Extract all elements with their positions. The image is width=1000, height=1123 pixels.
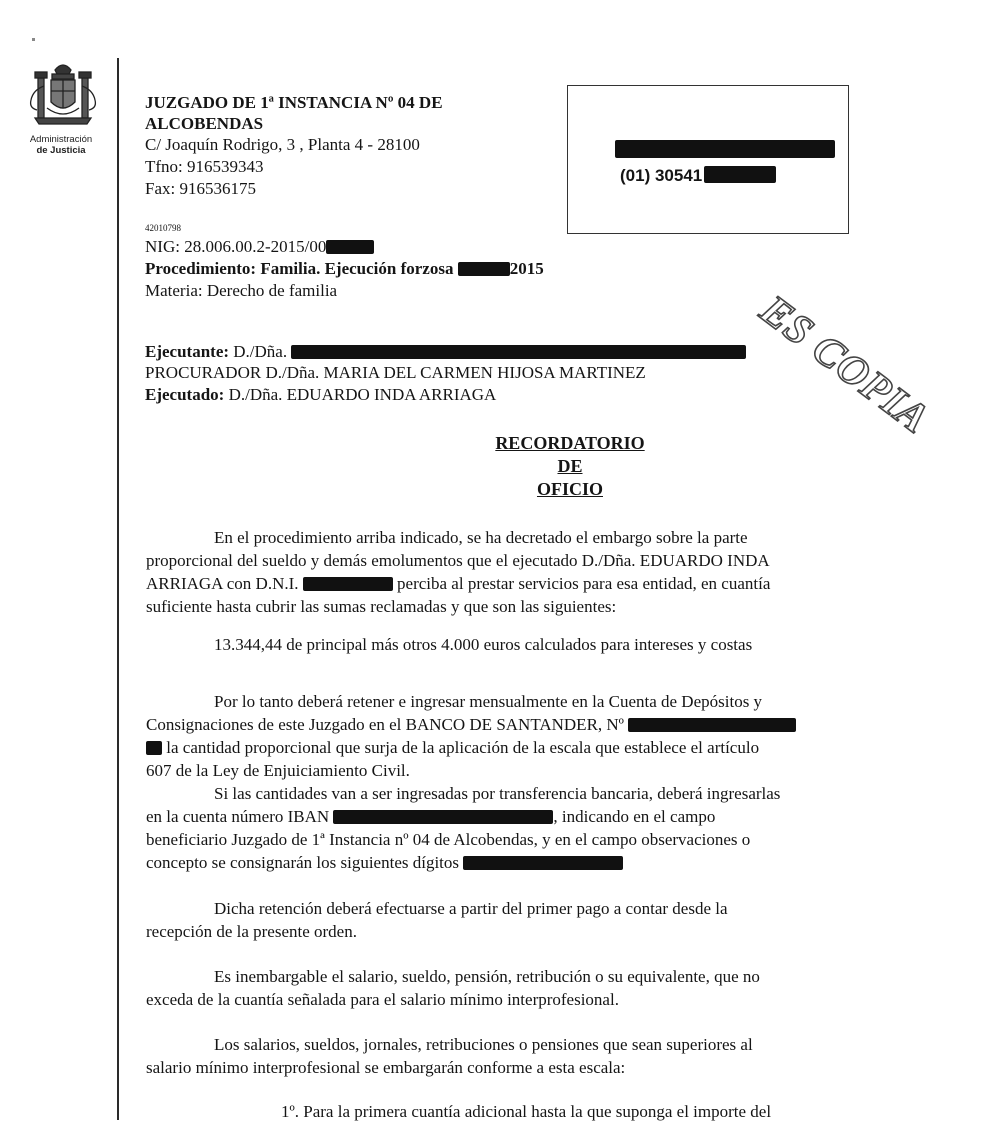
court-name-line2: ALCOBENDAS <box>145 114 264 133</box>
copy-stamp: ES COPIA <box>751 286 938 443</box>
text-line: beneficiario Juzgado de 1ª Instancia nº 04 de Alcobendas, y en el campo observaciones o <box>146 830 751 849</box>
scan-speck <box>32 38 35 41</box>
court-fax: Fax: 916536175 <box>145 179 256 198</box>
doc-title-line3: OFICIO <box>536 479 603 499</box>
redaction-bar <box>326 240 374 254</box>
redaction-bar <box>303 577 393 591</box>
text-line: Por lo tanto deberá retener e ingresar mensualmente en la Cuenta de Depósitos y <box>214 692 763 711</box>
paragraph-start <box>146 897 858 943</box>
paragraph-retention <box>146 690 858 782</box>
text-line: 607 de la Ley de Enjuiciamiento Civil. <box>146 761 410 780</box>
text-line: salario mínimo interprofesional se embargarán conforme a esta escala: <box>146 1058 626 1077</box>
executing-label: Ejecutante: <box>145 342 230 361</box>
procedure-label: Procedimiento: Familia. Ejecución forzosa <box>145 259 454 278</box>
redaction-bar <box>333 810 553 824</box>
redaction-bar <box>704 166 776 183</box>
text-line: suficiente hasta cubrir las sumas reclamadas y que son las siguientes: <box>146 597 617 616</box>
emblem-caption: Administración de Justicia <box>29 134 93 156</box>
court-phone: Tfno: 916539343 <box>145 157 264 176</box>
redaction-bar <box>146 741 162 755</box>
executing-value: D./Dña. <box>233 342 288 361</box>
court-address: C/ Joaquín Rodrigo, 3 , Planta 4 - 28100 <box>145 135 420 154</box>
text-line: en la cuenta número IBAN , indicando en el campo <box>146 807 716 826</box>
text-line: Es inembargable el salario, sueldo, pensión, retribución o su equivalente, que no <box>214 967 760 986</box>
attorney-line: PROCURADOR D./Dña. MARIA DEL CARMEN HIJOSA MARTINEZ <box>145 363 646 382</box>
text-line: Los salarios, sueldos, jornales, retribuciones o pensiones que sean superiores al <box>214 1035 753 1054</box>
executed-party <box>145 384 496 405</box>
paragraph-minimum-wage <box>146 965 858 1011</box>
text-line: Dicha retención deberá efectuarse a partir del primer pago a contar desde la <box>214 899 728 918</box>
court-code: 42010798 <box>145 223 181 233</box>
text-line: concepto se consignarán los siguientes dígitos <box>146 851 858 874</box>
paragraph-transfer <box>146 782 858 874</box>
redaction-bar <box>463 856 623 870</box>
coat-of-arms-icon <box>25 58 101 130</box>
doc-title-line2: DE <box>557 456 583 476</box>
paragraph-scale <box>146 1033 858 1079</box>
redaction-bar <box>615 140 835 158</box>
executed-value: D./Dña. EDUARDO INDA ARRIAGA <box>228 385 497 404</box>
paragraph-embargo <box>146 526 858 618</box>
redaction-bar <box>291 345 746 359</box>
executing-party <box>145 341 746 362</box>
text-line: exceda de la cuantía señalada para el salario mínimo interprofesional. <box>146 990 619 1009</box>
doc-title-line1: RECORDATORIO <box>495 433 645 453</box>
text-line: ARRIAGA con D.N.I. perciba al prestar servicios para esa entidad, en cuantía <box>146 574 771 593</box>
margin-rule <box>117 58 119 1120</box>
text-line: En el procedimiento arriba indicado, se ha decretado el embargo sobre la parte <box>214 528 748 547</box>
nig-line <box>145 236 374 257</box>
redaction-bar <box>628 718 796 732</box>
text-line: Consignaciones de este Juzgado en el BANCO DE SANTANDER, Nº <box>146 713 858 736</box>
text-line: 1º. Para la primera cuantía adicional hasta la que suponga el importe del <box>281 1102 772 1121</box>
redaction-bar <box>458 262 510 276</box>
amounts-line: 13.344,44 de principal más otros 4.000 euros calculados para intereses y costas <box>214 635 753 654</box>
procedure-line <box>145 258 544 279</box>
executed-label: Ejecutado: <box>145 385 225 404</box>
nig-text: NIG: 28.006.00.2-2015/00 <box>145 237 327 256</box>
text-line: la cantidad proporcional que surja de la aplicación de la escala que establece el artículo <box>146 736 858 759</box>
recipient-ref: (01) 30541 <box>620 166 776 186</box>
procedure-year: 2015 <box>509 259 544 278</box>
court-name-line1: JUZGADO DE 1ª INSTANCIA Nº 04 DE <box>145 93 443 112</box>
matter-line: Materia: Derecho de familia <box>145 281 338 300</box>
text-line: Si las cantidades van a ser ingresadas por transferencia bancaria, deberá ingresarlas <box>214 784 781 803</box>
text-line: proporcional del sueldo y demás emolumentos que el ejecutado D./Dña. EDUARDO INDA <box>146 551 770 570</box>
recipient-redaction <box>615 140 835 161</box>
text-line: recepción de la presente orden. <box>146 922 357 941</box>
